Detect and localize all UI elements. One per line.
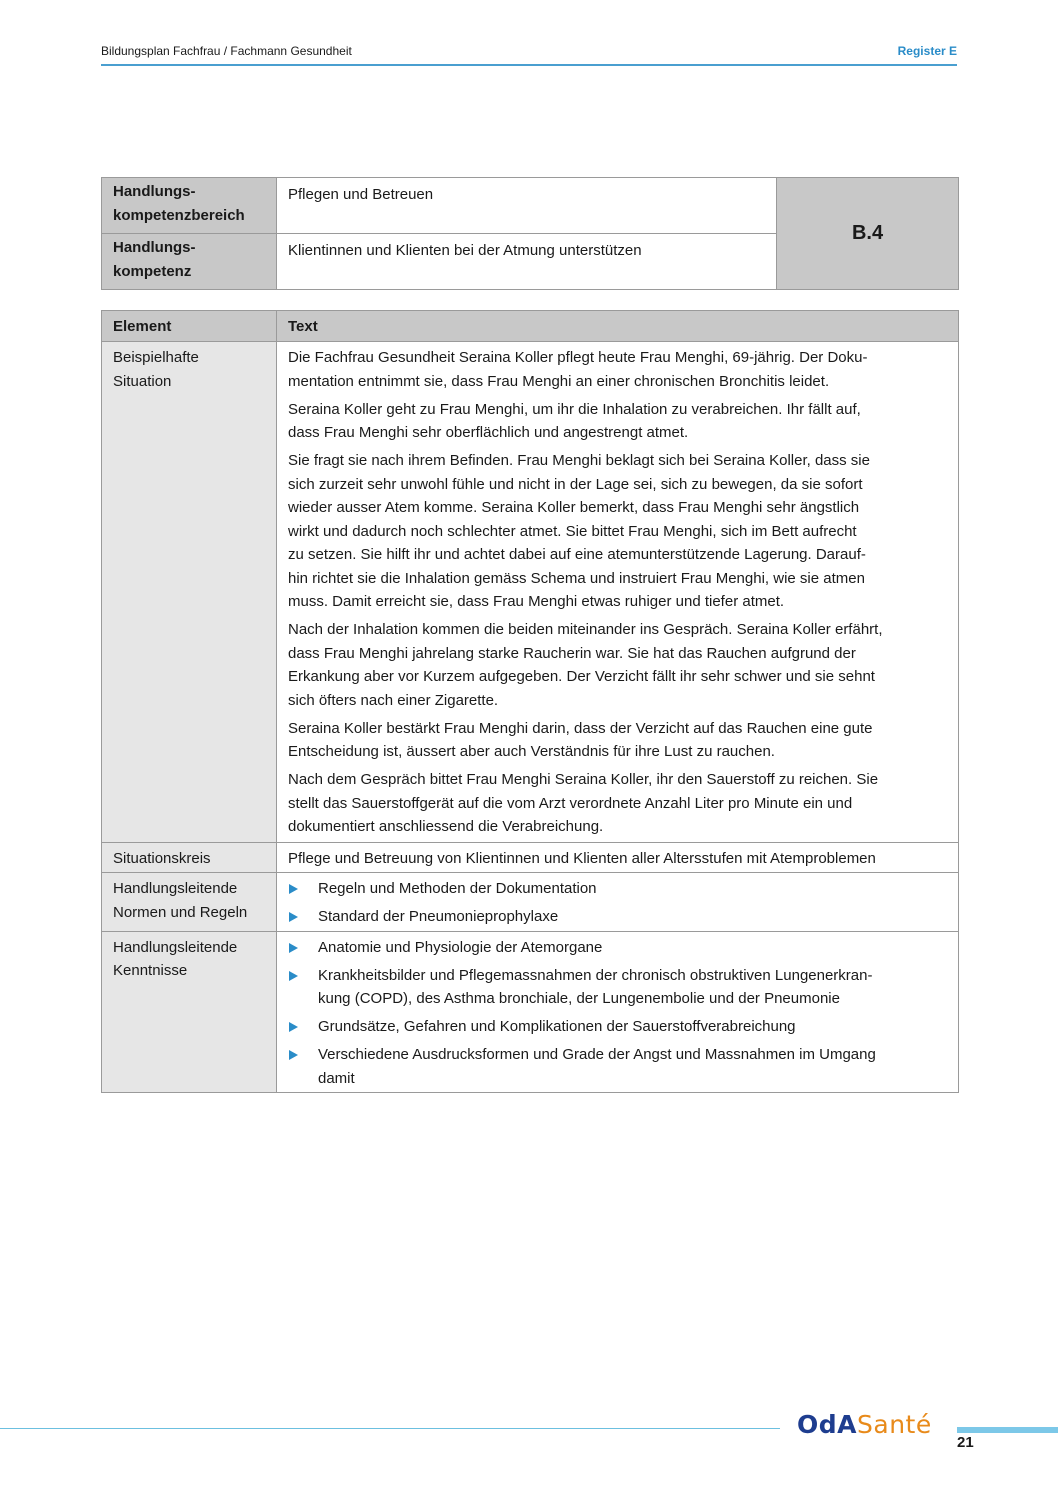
competence-area-label: Handlungs- kompetenzbereich: [102, 178, 277, 234]
knowledge-row: [102, 931, 959, 1093]
competence-area-row: [102, 178, 959, 234]
knowledge-list-cell: [277, 931, 959, 1093]
norms-list: [288, 877, 948, 929]
footer-divider: [0, 1428, 780, 1429]
norms-label: Handlungsleitende Normen und Regeln: [102, 873, 277, 932]
norms-list-cell: [277, 873, 959, 932]
list-item-text: Verschiedene Ausdrucksformen und Grade der Angst und Massnahmen im Umgang damit: [318, 1046, 876, 1087]
list-item: [288, 905, 948, 929]
list-item-text: Regeln und Methoden der Dokumentation: [318, 880, 597, 897]
list-item: [288, 964, 948, 1011]
page-number: 21: [957, 1434, 974, 1451]
header-divider: [101, 64, 957, 66]
table-header-row: [102, 311, 959, 342]
situation-paragraph: Nach dem Gespräch bittet Frau Menghi Seraina Koller, ihr den Sauerstoff zu reichen. Sie stellt das Sauerstoffgerät auf die vom Arzt verordnete Anzahl Liter pro Minute ein und dokumentiert anschliessend die Verabreichung.: [288, 771, 879, 835]
list-item-text: Grundsätze, Gefahren und Komplikationen der Sauerstoffverabreichung: [318, 1018, 796, 1035]
knowledge-label: Handlungsleitende Kenntnisse: [102, 931, 277, 1093]
knowledge-list: [288, 936, 948, 1091]
situation-paragraph: Die Fachfrau Gesundheit Seraina Koller pflegt heute Frau Menghi, 69-jährig. Der Doku- mentation entnimmt sie, dass Frau Menghi an einer chronischen Bronchitis leidet.: [288, 349, 868, 390]
logo-text-sante: Santé: [857, 1410, 932, 1439]
list-item-text: Standard der Pneumonieprophylaxe: [318, 908, 559, 925]
logo-text-oda: OdA: [797, 1410, 857, 1439]
footer-accent-bar: [957, 1427, 1058, 1433]
competence-value: Klientinnen und Klienten bei der Atmung unterstützen: [277, 234, 777, 290]
competence-table: [101, 177, 959, 290]
list-item: [288, 1015, 948, 1039]
element-table: [101, 310, 959, 1093]
list-item: [288, 936, 948, 960]
situation-circle-label: Situationskreis: [102, 842, 277, 873]
competence-code: B.4: [777, 178, 959, 290]
triangle-bullet-icon: [289, 943, 298, 953]
situation-text: [277, 342, 959, 843]
competence-label: Handlungs- kompetenz: [102, 234, 277, 290]
situation-row: [102, 342, 959, 843]
register-label: Register E: [897, 44, 957, 58]
column-header-element: Element: [102, 311, 277, 342]
competence-area-value: Pflegen und Betreuen: [277, 178, 777, 234]
situation-paragraph: Seraina Koller geht zu Frau Menghi, um ihr die Inhalation zu verabreichen. Ihr fällt auf, dass Frau Menghi sehr oberflächlich und angestrengt atmet.: [288, 400, 861, 441]
situation-label: Beispielhafte Situation: [102, 342, 277, 843]
situation-paragraph: Nach der Inhalation kommen die beiden miteinander ins Gespräch. Seraina Koller erfährt, dass Frau Menghi jahrelang starke Raucherin war. Sie hat das Rauchen aufgrund der Erkankung aber vor Kurzem aufgegeben. Der Verzicht fällt ihr sehr schwer und sie sehnt sich öfters nach einer Zigarette.: [288, 621, 883, 709]
document-title: Bildungsplan Fachfrau / Fachmann Gesundheit: [101, 44, 352, 58]
triangle-bullet-icon: [289, 884, 298, 894]
situation-paragraph: Sie fragt sie nach ihrem Befinden. Frau Menghi beklagt sich bei Seraina Koller, dass sie sich zurzeit sehr unwohl fühle und nicht in der Lage sei, sich zu bewegen, da sie sofort wieder ausser Atem komme. Seraina Koller bemerkt, dass Frau Menghi sehr ängstlich wirkt und dadurch noch schlechter atmet. Sie bittet Frau Menghi, sich im Bett aufrecht zu setzen. Sie hilft ihr und achtet dabei auf eine atemunterstützende Lagerung. Darauf- hin richtet sie die Inhalation gemäss Schema und instruiert Frau Menghi, wie sie atmen muss. Damit erreicht sie, dass Frau Menghi etwas ruhiger und tiefer atmet.: [288, 452, 870, 610]
triangle-bullet-icon: [289, 971, 298, 981]
column-header-text: Text: [277, 311, 959, 342]
triangle-bullet-icon: [289, 1050, 298, 1060]
situation-circle-row: [102, 842, 959, 873]
triangle-bullet-icon: [289, 912, 298, 922]
situation-circle-value: Pflege und Betreuung von Klientinnen und Klienten aller Altersstufen mit Atemproblemen: [277, 842, 959, 873]
norms-row: [102, 873, 959, 932]
list-item-text: Anatomie und Physiologie der Atemorgane: [318, 938, 603, 956]
list-item: [288, 1043, 948, 1090]
list-item-text: Krankheitsbilder und Pflegemassnahmen der chronisch obstruktiven Lungenerkran- kung (COPD), des Asthma bronchiale, der Lungenembolie und der Pneumonie: [318, 966, 873, 1007]
odasante-logo: [797, 1410, 932, 1439]
triangle-bullet-icon: [289, 1022, 298, 1032]
list-item: [288, 877, 948, 901]
situation-paragraph: Seraina Koller bestärkt Frau Menghi darin, dass der Verzicht auf das Rauchen eine gute Entscheidung ist, äussert aber auch Verständnis für ihre Lust zu rauchen.: [288, 719, 873, 760]
